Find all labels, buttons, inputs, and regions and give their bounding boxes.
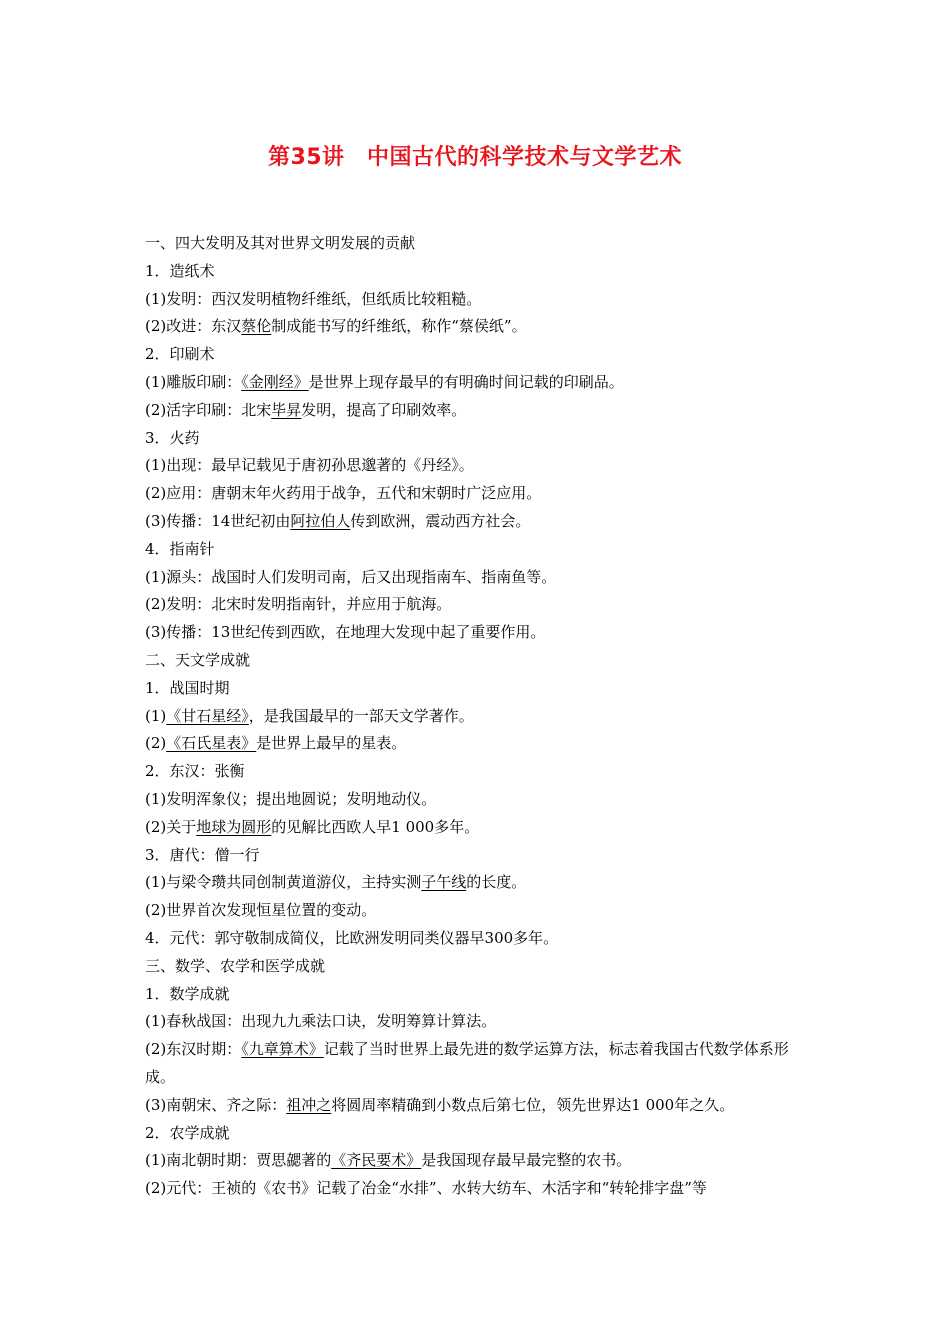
paragraph-line: (3)传播：13世纪传到西欧，在地理大发现中起了重要作用。 <box>145 623 546 642</box>
subsection-heading: 3．唐代：僧一行 <box>145 845 260 864</box>
underlined-term: 子午线 <box>421 873 467 892</box>
underlined-term: 《九章算术》 <box>241 1040 324 1059</box>
subsection-heading: 2．农学成就 <box>145 1123 230 1142</box>
paragraph-line: (1)源头：战国时人们发明司南，后又出现指南车、指南鱼等。 <box>145 567 557 586</box>
paragraph-line: (1)雕版印刷：《金刚经》是世界上现存最早的有明确时间记载的印刷品。 <box>145 372 624 391</box>
paragraph-line: (3)南朝宋、齐之际：祖冲之将圆周率精确到小数点后第七位，领先世界达1 000年之久。 <box>145 1095 735 1114</box>
paragraph-line: (2)发明：北宋时发明指南针，并应用于航海。 <box>145 595 452 614</box>
subsection-heading: 2．印刷术 <box>145 345 215 364</box>
section-heading: 三、数学、农学和医学成就 <box>145 956 326 975</box>
subsection-heading: 1．数学成就 <box>145 984 230 1003</box>
paragraph-line: (2)元代：王祯的《农书》记载了冶金“水排”、水转大纺车、木活字和“转轮排字盘”等 <box>145 1179 707 1198</box>
underlined-term: 地球为圆形 <box>196 817 272 836</box>
subsection-heading: 4．元代：郭守敬制成简仪，比欧洲发明同类仪器早300多年。 <box>145 928 559 947</box>
subsection-heading: 4．指南针 <box>145 539 215 558</box>
underlined-term: 祖冲之 <box>286 1095 332 1114</box>
section-heading: 一、四大发明及其对世界文明发展的贡献 <box>145 234 416 252</box>
underlined-term: 《石氏星表》 <box>166 734 257 753</box>
underlined-term: 《金刚经》 <box>241 372 309 391</box>
paragraph-line: (2)世界首次发现恒星位置的变动。 <box>145 901 377 920</box>
underlined-term: 毕昇 <box>271 400 302 419</box>
paragraph-line: (1)发明浑象仪；提出地圆说；发明地动仪。 <box>145 789 437 808</box>
section-heading: 二、天文学成就 <box>145 650 251 669</box>
paragraph-line: (1)出现：最早记载见于唐初孙思邈著的《丹经》。 <box>145 456 474 475</box>
subsection-heading: 2．东汉：张衡 <box>145 762 245 781</box>
page-title: 第35讲 中国古代的科学技术与文学艺术 <box>267 145 683 170</box>
paragraph-line: (2)改进：东汉蔡伦制成能书写的纤维纸，称作“蔡侯纸”。 <box>145 317 527 336</box>
paragraph-line: (2)《石氏星表》是世界上最早的星表。 <box>145 734 407 753</box>
underlined-term: 阿拉伯人 <box>290 511 351 530</box>
subsection-heading: 1．战国时期 <box>145 678 230 697</box>
underlined-term: 蔡伦 <box>241 317 272 336</box>
paragraph-line: (2)关于地球为圆形的见解比西欧人早1 000多年。 <box>145 817 480 836</box>
subsection-heading: 1．造纸术 <box>145 261 215 280</box>
paragraph-line: (2)活字印刷：北宋毕昇发明，提高了印刷效率。 <box>145 400 467 419</box>
paragraph-line: (1)发明：西汉发明植物纤维纸，但纸质比较粗糙。 <box>145 289 482 308</box>
paragraph-line: (2)东汉时期：《九章算术》记载了当时世界上最先进的数学运算方法，标志着我国古代数学体系形成。 <box>145 1040 789 1086</box>
underlined-term: 《甘石星经》 <box>166 706 249 725</box>
paragraph-line: (1)《甘石星经》，是我国最早的一部天文学著作。 <box>145 706 474 725</box>
paragraph-line: (1)与梁令瓒共同创制黄道游仪，主持实测子午线的长度。 <box>145 873 527 892</box>
paragraph-line: (1)春秋战国：出现九九乘法口诀，发明筹算计算法。 <box>145 1012 497 1031</box>
paragraph-line: (1)南北朝时期：贾思勰著的《齐民要术》是我国现存最早最完整的农书。 <box>145 1151 632 1170</box>
document-body <box>145 230 815 1203</box>
paragraph-line: (3)传播：14世纪初由阿拉伯人传到欧洲，震动西方社会。 <box>145 511 531 530</box>
paragraph-line: (2)应用：唐朝末年火药用于战争，五代和宋朝时广泛应用。 <box>145 484 542 503</box>
subsection-heading: 3．火药 <box>145 428 200 447</box>
underlined-term: 《齐民要术》 <box>331 1151 422 1170</box>
